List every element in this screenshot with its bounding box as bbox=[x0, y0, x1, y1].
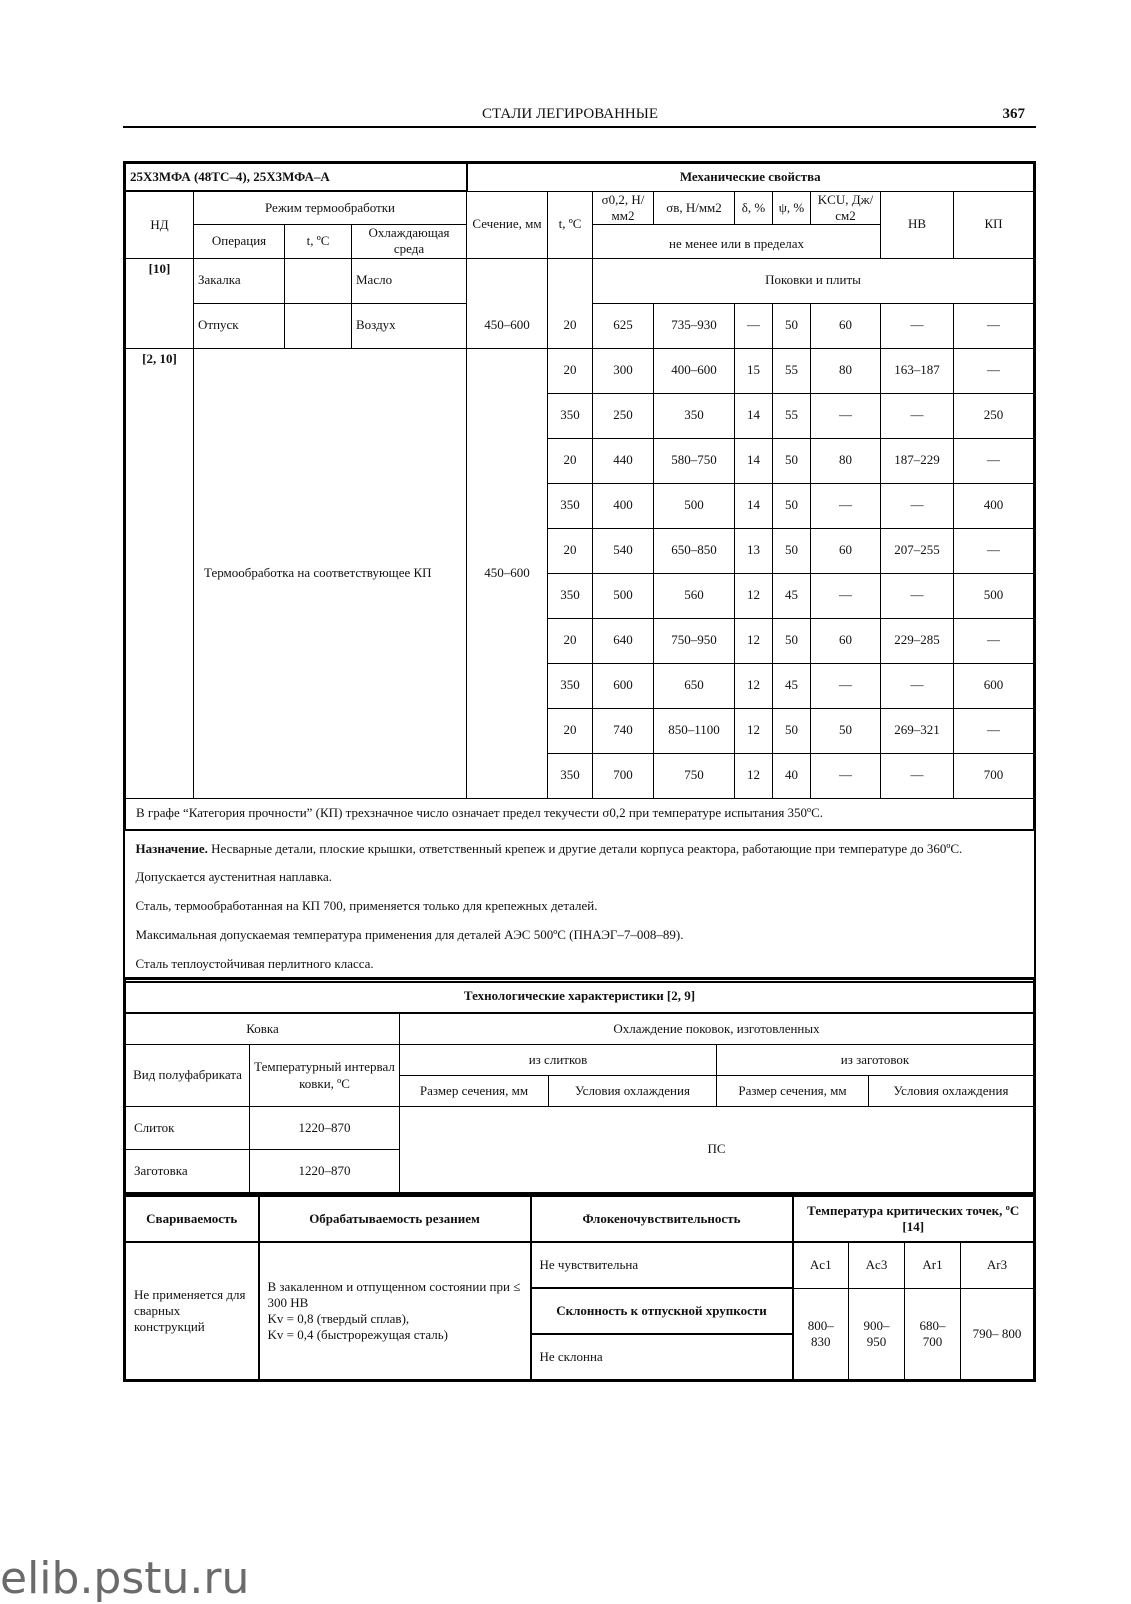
note-cladding: Допускается аустенитная наплавка. bbox=[135, 869, 333, 885]
col-machinability: Обрабатываемость резанием bbox=[259, 1197, 531, 1243]
col-semi-product: Вид полуфабриката bbox=[126, 1045, 250, 1107]
section-range: 450–600 bbox=[467, 348, 548, 798]
col-size-blanks: Размер сечения, мм bbox=[717, 1076, 869, 1107]
table-row: 20 540 650–850 13 50 60 207–255 — bbox=[126, 528, 1034, 573]
table-row: 350 500 560 12 45 — — 500 bbox=[126, 573, 1034, 618]
col-from-ingots: из слитков bbox=[400, 1045, 717, 1076]
col-nd: НД bbox=[126, 191, 194, 258]
steel-grade: 25Х3МФА (48ТС–4), 25Х3МФА–А bbox=[126, 164, 467, 192]
col-temper-brittleness: Склонность к отпускной хрупкости bbox=[531, 1288, 793, 1334]
semi-ingot: Слиток bbox=[126, 1107, 250, 1150]
table-row: Слиток 1220–870 ПС bbox=[126, 1107, 1034, 1150]
col-kp: КП bbox=[954, 191, 1034, 258]
table-row: 350 400 500 14 50 — — 400 bbox=[126, 483, 1034, 528]
crit-ac3-value: 900– 950 bbox=[849, 1288, 905, 1380]
product-group-label: Поковки и плиты bbox=[593, 258, 1034, 303]
page-number: 367 bbox=[1002, 106, 1025, 122]
col-tensile-strength: σв, Н/мм2 bbox=[654, 191, 735, 225]
note-kp700: Сталь, термообработанная на КП 700, применяется только для крепежных деталей. bbox=[135, 898, 598, 914]
medium-oil: Масло bbox=[352, 258, 467, 303]
table-row: 20 640 750–950 12 50 60 229–285 — bbox=[126, 618, 1034, 663]
machinability-value bbox=[259, 1242, 531, 1380]
temper-brittleness-value: Не склонна bbox=[531, 1334, 793, 1380]
note-class: Сталь теплоустойчивая перлитного класса. bbox=[135, 956, 374, 972]
properties-table bbox=[123, 1194, 1036, 1382]
table-row: 20 740 850–1100 12 50 50 269–321 — bbox=[126, 708, 1034, 753]
machinability-state: В закаленном и отпущенном состоянии при ≤ 300 НВ bbox=[267, 1278, 521, 1310]
col-kcu: KCU, Дж/см2 bbox=[811, 191, 881, 225]
kp-footnote: В графе “Категория прочности” (КП) трехзначное число означает предел текучести σ0,2 при температуре испытания 350ºС. bbox=[126, 798, 1034, 830]
medium-air: Воздух bbox=[352, 303, 467, 348]
crit-ar3-label: Ar3 bbox=[961, 1242, 1034, 1288]
mechanical-properties-table bbox=[123, 161, 1036, 983]
col-forging-interval: Температурный интервал ковки, ºС bbox=[250, 1045, 400, 1107]
col-heat-treatment-mode: Режим термообработки bbox=[194, 191, 467, 225]
crit-ar3-value: 790– 800 bbox=[961, 1288, 1034, 1380]
heat-treatment-per-kp: Термообработка на соответствующее КП bbox=[194, 348, 467, 798]
table-row: Отпуск Воздух 450–600 20 625 735–930 — 50 60 — — bbox=[126, 303, 1034, 348]
machinability-kv-carbide: Kv = 0,8 (твердый сплав), bbox=[267, 1311, 410, 1326]
table-row: 350 700 750 12 40 — — 700 bbox=[126, 753, 1034, 798]
machinability-kv-hss: Kv = 0,4 (быстрорежущая сталь) bbox=[267, 1327, 449, 1343]
col-cooling-medium: Охлаждающая среда bbox=[352, 225, 467, 259]
col-test-temperature: t, ºС bbox=[548, 191, 593, 258]
operation-quench: Закалка bbox=[194, 258, 285, 303]
crit-ac1-value: 800– 830 bbox=[793, 1288, 849, 1380]
table-row: 20 440 580–750 14 50 80 187–229 — bbox=[126, 438, 1034, 483]
cooling-ps: ПС bbox=[400, 1107, 1034, 1193]
col-flake-sensitivity: Флокеночувствительность bbox=[531, 1197, 793, 1243]
col-reduction: ψ, % bbox=[773, 191, 811, 225]
col-cond-blanks: Условия охлаждения bbox=[869, 1076, 1034, 1107]
table-row: 350 600 650 12 45 — — 600 bbox=[126, 663, 1034, 708]
purpose-text: Несварные детали, плоские крышки, ответственный крепеж и другие детали корпуса реактора, работающие при температуре до 360ºС. bbox=[207, 840, 963, 856]
col-cond-ingots: Условия охлаждения bbox=[549, 1076, 717, 1107]
crit-ac3-label: Ac3 bbox=[849, 1242, 905, 1288]
min-or-range-note: не менее или в пределах bbox=[593, 231, 881, 258]
table-row: 350 250 350 14 55 — — 250 bbox=[126, 393, 1034, 438]
col-weldability: Свариваемость bbox=[126, 1197, 259, 1243]
watermark-footer: elib.pstu.ru bbox=[0, 1553, 250, 1604]
col-operation: Операция bbox=[194, 225, 285, 259]
note-max-temp: Максимальная допускаемая температура применения для деталей АЭС 500ºС (ПНАЭГ–7–008–89). bbox=[135, 927, 684, 943]
table-row: [2, 10] Термообработка на соответствующее КП 450–600 20 300 400–600 15 55 80 163–187 — bbox=[126, 348, 1034, 393]
col-forging: Ковка bbox=[126, 1013, 400, 1045]
crit-ac1-label: Ac1 bbox=[793, 1242, 849, 1288]
table-row: Заготовка 1220–870 bbox=[126, 1150, 1034, 1193]
col-from-blanks: из заготовок bbox=[717, 1045, 1034, 1076]
tech-title: Технологические характеристики [2, 9] bbox=[126, 980, 1034, 1014]
crit-ar1-value: 680– 700 bbox=[905, 1288, 961, 1380]
operation-temper: Отпуск bbox=[194, 303, 285, 348]
header-rule bbox=[123, 126, 1036, 128]
mechanical-properties-title: Механические свойства bbox=[467, 164, 1034, 192]
col-cooling: Охлаждение поковок, изготовленных bbox=[400, 1013, 1034, 1045]
col-yield-strength: σ0,2, Н/мм2 bbox=[593, 191, 654, 225]
col-elongation: δ, % bbox=[735, 191, 773, 225]
col-hb: НВ bbox=[881, 191, 954, 258]
technological-table bbox=[123, 977, 1036, 1195]
nd-ref: [2, 10] bbox=[126, 348, 194, 798]
purpose-label: Назначение. bbox=[135, 840, 208, 856]
flake-value: Не чувствительна bbox=[531, 1242, 793, 1288]
col-section: Сечение, мм bbox=[467, 191, 548, 258]
col-treatment-temp: t, ºС bbox=[285, 225, 352, 259]
semi-blank: Заготовка bbox=[126, 1150, 250, 1193]
purpose-notes bbox=[126, 830, 1034, 981]
weldability-value: Не применяется для сварных конструкций bbox=[126, 1242, 259, 1380]
col-critical-points: Температура критических точек, ºС [14] bbox=[793, 1197, 1034, 1243]
nd-ref: [10] bbox=[126, 258, 194, 348]
crit-ar1-label: Ar1 bbox=[905, 1242, 961, 1288]
purpose-paragraph bbox=[136, 841, 1024, 858]
col-size-ingots: Размер сечения, мм bbox=[400, 1076, 549, 1107]
running-header-title: СТАЛИ ЛЕГИРОВАННЫЕ bbox=[481, 106, 658, 122]
